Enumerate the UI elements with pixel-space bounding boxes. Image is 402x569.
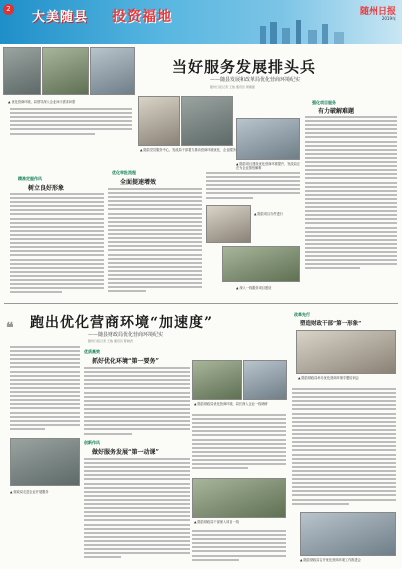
bottom-photo-4 bbox=[192, 478, 286, 518]
top-section-3-text bbox=[305, 116, 397, 276]
top-section-1-title: 树立良好形象 bbox=[28, 185, 65, 192]
top-photo-4 bbox=[206, 205, 251, 243]
bottom-photo-1b bbox=[243, 360, 287, 400]
top-section-2-kicker: 优化审批流程 bbox=[112, 170, 136, 175]
top-photo-1c bbox=[90, 47, 135, 95]
top-byline: 随州日报记者 王俊 通讯员 周刚强 bbox=[210, 85, 255, 89]
quote-mark-icon: ❝ bbox=[6, 320, 14, 336]
page-number: 2 bbox=[3, 4, 14, 15]
top-section-3-title: 有力破解难题 bbox=[318, 108, 355, 115]
top-section-2-text-cont bbox=[206, 172, 300, 202]
bottom-section-3-title: 塑造财政干部“第一形象” bbox=[300, 321, 362, 327]
bottom-intro-text bbox=[10, 346, 80, 434]
bottom-section-1-text bbox=[84, 367, 190, 437]
top-section-1-kicker: 精准定服作风 bbox=[18, 176, 42, 181]
top-photo-3 bbox=[236, 118, 300, 160]
banner-slogan-part2: 投资福地 bbox=[112, 9, 172, 25]
top-caption-1: ▲ 优化营商环境，局领导深入企业问计需求问需 bbox=[8, 100, 76, 104]
top-section-3-kicker: 强化项目服务 bbox=[312, 100, 336, 105]
top-photo-2b bbox=[181, 96, 233, 146]
top-section-2-title: 全面提速增效 bbox=[120, 179, 157, 186]
bottom-section-3-text bbox=[292, 388, 396, 508]
top-photo-5 bbox=[222, 246, 300, 282]
bottom-photo-5 bbox=[300, 512, 396, 556]
top-caption-4: ▲ 随县项目办件进行 bbox=[254, 212, 283, 216]
top-section-1-text bbox=[10, 193, 104, 301]
top-photo-1b bbox=[42, 47, 89, 95]
top-photo-1a bbox=[3, 47, 41, 95]
bottom-section-3-kicker: 改革先行 bbox=[294, 312, 310, 317]
banner-slogan-part1: 大美随县 bbox=[32, 10, 89, 25]
bottom-section-1-text-cont bbox=[192, 414, 286, 474]
bottom-caption-4: ▲ 随县财政局干部深入项目一线 bbox=[194, 520, 239, 524]
bottom-headline: 跑出优化营商环境“加速度” bbox=[30, 315, 214, 331]
top-headline: 当好服务发展排头兵 bbox=[172, 58, 317, 76]
city-skyline-illustration bbox=[250, 18, 360, 44]
top-caption-2: ▲ 随县党员服务中心，发改局干部着力推动营商环境优化、企业服务 bbox=[140, 148, 236, 152]
bottom-photo-1a bbox=[192, 360, 242, 400]
bottom-section-2-title: 做好服务发展“第一动课” bbox=[92, 449, 159, 456]
paper-name: 随州日报 bbox=[359, 7, 396, 17]
bottom-photo-2 bbox=[296, 330, 396, 374]
bottom-caption-2: ▲ 随县财政局举办优化营商环境专题培训会 bbox=[298, 376, 359, 380]
bottom-section-2-text-cont bbox=[192, 530, 286, 564]
bottom-section-1-title: 抓好优化环境“第一要务” bbox=[92, 358, 159, 365]
bottom-section-1-kicker: 优质高效 bbox=[84, 349, 100, 354]
top-section-2-text bbox=[108, 188, 202, 300]
bottom-byline: 随州日报记者 王俊 通讯员 陈晓君 bbox=[88, 339, 133, 343]
top-caption-5: ▲ 深入一线服务项目建设 bbox=[236, 286, 272, 290]
masthead-banner bbox=[0, 0, 402, 44]
bottom-caption-1: ▲ 随县财政局优化营商环境，局长深入企业一线调研 bbox=[194, 402, 268, 406]
section-divider bbox=[4, 303, 398, 304]
bottom-caption-5: ▲ 随县财政局召开优化营商环境工作推进会 bbox=[300, 558, 361, 562]
bottom-subhead: ——随县财政局优化营商环境纪实 bbox=[88, 332, 164, 338]
top-photo-2a bbox=[138, 96, 180, 146]
bottom-section-2-kicker: 创新作风 bbox=[84, 440, 100, 445]
issue-date: 2019年 bbox=[381, 16, 396, 21]
bottom-section-2-text bbox=[84, 458, 190, 566]
top-intro-text bbox=[10, 108, 132, 142]
bottom-photo-3 bbox=[10, 438, 80, 486]
top-caption-3: ▲ 随县项目建设优化营商环境提升，发改局正在为企业排忧解难 bbox=[236, 162, 301, 171]
bottom-caption-3: ▲ 财政局走进企业开展服务 bbox=[10, 490, 49, 494]
top-subhead: ——随县发展和改革局优化营商环境纪实 bbox=[210, 77, 301, 83]
